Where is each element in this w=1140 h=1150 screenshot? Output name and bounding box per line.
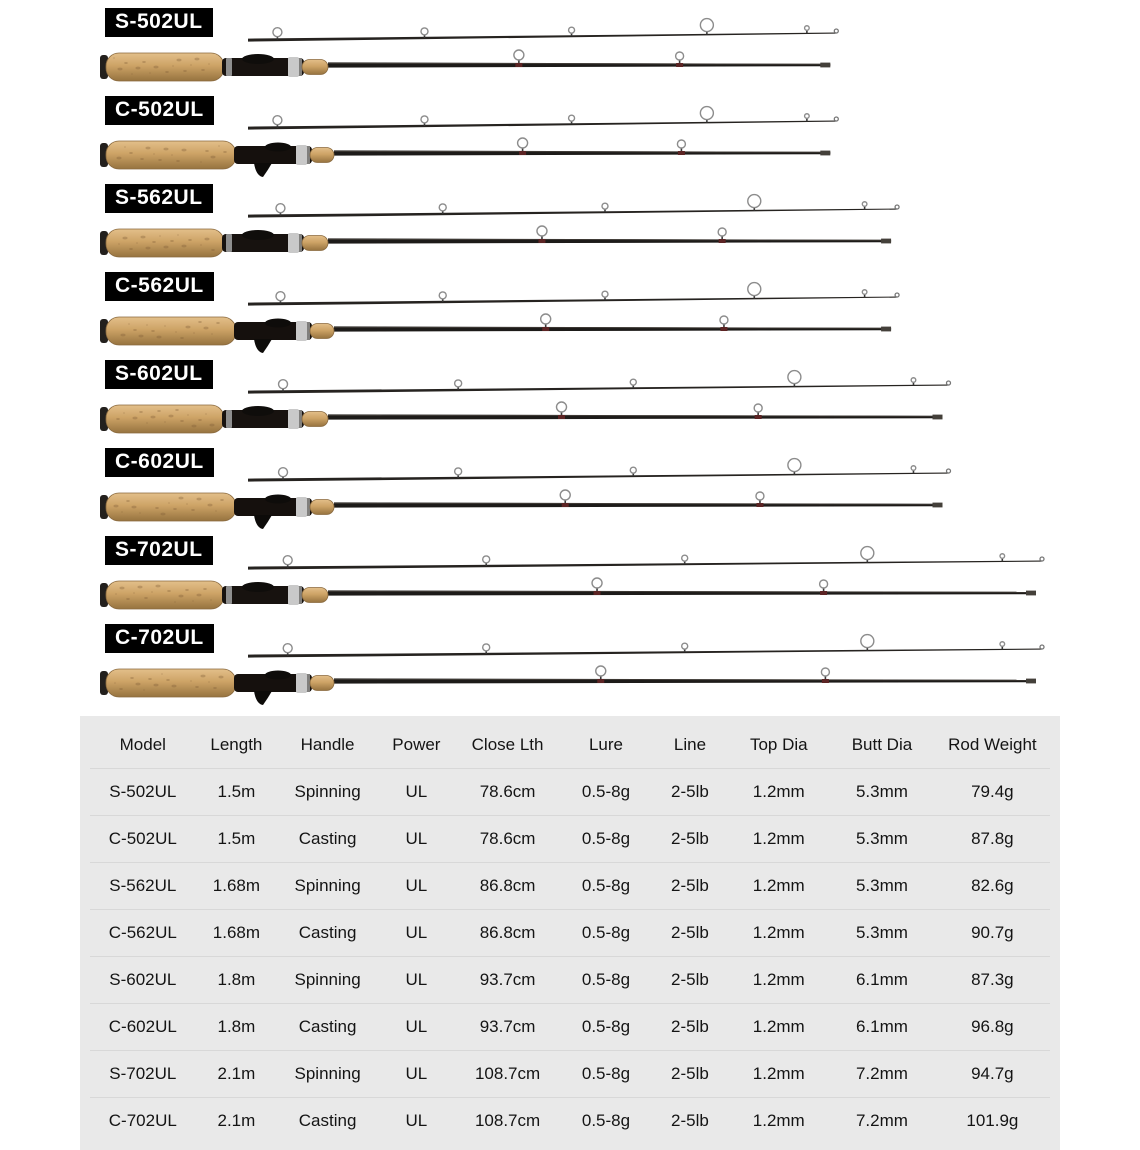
- spec-cell: 6.1mm: [829, 957, 935, 1004]
- rod-row: [0, 268, 1140, 356]
- spec-cell: 0.5-8g: [560, 1051, 651, 1098]
- spec-cell: 1.5m: [196, 816, 278, 863]
- column-header: Handle: [277, 722, 378, 769]
- spec-cell: 1.8m: [196, 1004, 278, 1051]
- spec-cell: 2-5lb: [652, 957, 729, 1004]
- spec-cell: Casting: [277, 910, 378, 957]
- column-header: Model: [90, 722, 196, 769]
- column-header: Power: [378, 722, 455, 769]
- spec-cell: 2-5lb: [652, 816, 729, 863]
- spec-row: [90, 910, 1050, 957]
- spec-row: [90, 1098, 1050, 1145]
- spec-cell: C-562UL: [90, 910, 196, 957]
- spec-cell: UL: [378, 957, 455, 1004]
- spec-cell: 2.1m: [217, 1111, 256, 1130]
- spec-cell: 108.7cm: [455, 1051, 561, 1098]
- spec-cell: S-562UL: [90, 863, 196, 910]
- rod-model-label: C-702UL: [105, 624, 214, 653]
- spec-cell: 5.3mm: [829, 816, 935, 863]
- spec-cell: 1.2mm: [728, 769, 829, 816]
- spec-cell: 7.2mm: [855, 1111, 908, 1130]
- spec-cell: Casting: [277, 816, 378, 863]
- column-header: Line: [652, 722, 729, 769]
- spec-cell: Spinning: [277, 863, 378, 910]
- header-row: [90, 722, 1050, 769]
- spec-cell: 2-5lb: [652, 769, 729, 816]
- spec-cell: UL: [378, 863, 455, 910]
- spec-cell: 1.2mm: [728, 1051, 829, 1098]
- spec-cell: 2-5lb: [652, 910, 729, 957]
- spec-cell: 1.2mm: [728, 1004, 829, 1051]
- spec-cell: C-502UL: [90, 816, 196, 863]
- column-header: Rod Weight: [935, 722, 1050, 769]
- column-header: Butt Dia: [829, 722, 935, 769]
- spec-cell: 86.8cm: [455, 863, 561, 910]
- rod-row: [0, 180, 1140, 268]
- spec-table-body: [90, 769, 1050, 1145]
- column-header: Close Lth: [455, 722, 561, 769]
- spec-cell: 1.2mm: [752, 1111, 805, 1130]
- spec-cell: 0.5-8g: [560, 910, 651, 957]
- spec-row: [90, 816, 1050, 863]
- spec-cell: 2-5lb: [652, 1051, 729, 1098]
- spec-cell: UL: [378, 769, 455, 816]
- spec-cell: 1.2mm: [728, 816, 829, 863]
- spec-cell: Spinning: [277, 769, 378, 816]
- column-header: Lure: [560, 722, 651, 769]
- spec-cell: 1.2mm: [728, 957, 829, 1004]
- spec-cell: 1.68m: [196, 863, 278, 910]
- spec-cell: 93.7cm: [455, 957, 561, 1004]
- spec-cell: 86.8cm: [455, 910, 561, 957]
- spec-cell: S-502UL: [90, 769, 196, 816]
- spec-cell: 87.8g: [935, 816, 1050, 863]
- spec-cell: 2-5lb: [652, 863, 729, 910]
- spec-cell: Spinning: [277, 957, 378, 1004]
- rod-model-label: S-502UL: [105, 8, 213, 37]
- spec-cell: 90.7g: [935, 910, 1050, 957]
- spec-cell: 2-5lb: [671, 1111, 709, 1130]
- rod-model-label: S-602UL: [105, 360, 213, 389]
- spec-cell: 78.6cm: [455, 769, 561, 816]
- spec-cell: UL: [378, 1004, 455, 1051]
- spec-cell: 78.6cm: [455, 816, 561, 863]
- rod-row: [0, 620, 1140, 708]
- rod-row: [0, 356, 1140, 444]
- spec-cell: 0.5-8g: [581, 1111, 631, 1130]
- spec-table: [90, 722, 1050, 1144]
- spec-cell: 0.5-8g: [560, 1004, 651, 1051]
- rod-model-label: S-562UL: [105, 184, 213, 213]
- spec-cell: 0.5-8g: [560, 863, 651, 910]
- spec-cell: 1.5m: [196, 769, 278, 816]
- rod-model-label: S-702UL: [105, 536, 213, 565]
- spec-cell: 1.2mm: [728, 863, 829, 910]
- spec-row: [90, 957, 1050, 1004]
- spec-row: [90, 863, 1050, 910]
- spec-cell: 0.5-8g: [560, 769, 651, 816]
- spec-cell: C-602UL: [90, 1004, 196, 1051]
- column-header: Top Dia: [728, 722, 829, 769]
- spec-cell: 1.68m: [196, 910, 278, 957]
- spec-cell: 108.7cm: [474, 1111, 541, 1130]
- spec-table-head: [90, 722, 1050, 769]
- rod-model-label: C-562UL: [105, 272, 214, 301]
- spec-cell: UL: [378, 910, 455, 957]
- spec-row: [90, 1051, 1050, 1098]
- rod-row: [0, 532, 1140, 620]
- spec-cell: 5.3mm: [829, 769, 935, 816]
- spec-cell: 7.2mm: [829, 1051, 935, 1098]
- spec-cell: Spinning: [277, 1051, 378, 1098]
- spec-cell: 96.8g: [935, 1004, 1050, 1051]
- spec-cell: UL: [405, 1111, 428, 1130]
- rod-row: [0, 4, 1140, 92]
- spec-cell: 93.7cm: [455, 1004, 561, 1051]
- spec-cell: 1.2mm: [728, 910, 829, 957]
- spec-cell: 0.5-8g: [560, 957, 651, 1004]
- spec-cell: 5.3mm: [829, 863, 935, 910]
- spec-row: [90, 1004, 1050, 1051]
- spec-cell: 0.5-8g: [560, 816, 651, 863]
- spec-cell: 79.4g: [935, 769, 1050, 816]
- spec-cell: 2.1m: [196, 1051, 278, 1098]
- spec-cell: 6.1mm: [829, 1004, 935, 1051]
- spec-cell: UL: [378, 1051, 455, 1098]
- spec-cell: C-702UL: [108, 1111, 177, 1130]
- spec-panel: [80, 716, 1060, 1150]
- spec-cell: 1.8m: [196, 957, 278, 1004]
- spec-cell: 2-5lb: [652, 1004, 729, 1051]
- spec-cell: UL: [378, 816, 455, 863]
- rod-row: [0, 92, 1140, 180]
- spec-cell: Casting: [277, 1004, 378, 1051]
- spec-row: [90, 769, 1050, 816]
- rod-model-label: C-502UL: [105, 96, 214, 125]
- rod-model-label: C-602UL: [105, 448, 214, 477]
- spec-cell: S-602UL: [90, 957, 196, 1004]
- spec-cell: Casting: [298, 1111, 357, 1130]
- spec-cell: 87.3g: [935, 957, 1050, 1004]
- column-header: Length: [196, 722, 278, 769]
- rod-row: [0, 444, 1140, 532]
- spec-cell: 5.3mm: [829, 910, 935, 957]
- spec-cell: S-702UL: [90, 1051, 196, 1098]
- spec-cell: 94.7g: [935, 1051, 1050, 1098]
- spec-cell: 82.6g: [935, 863, 1050, 910]
- spec-cell: 101.9g: [966, 1111, 1019, 1130]
